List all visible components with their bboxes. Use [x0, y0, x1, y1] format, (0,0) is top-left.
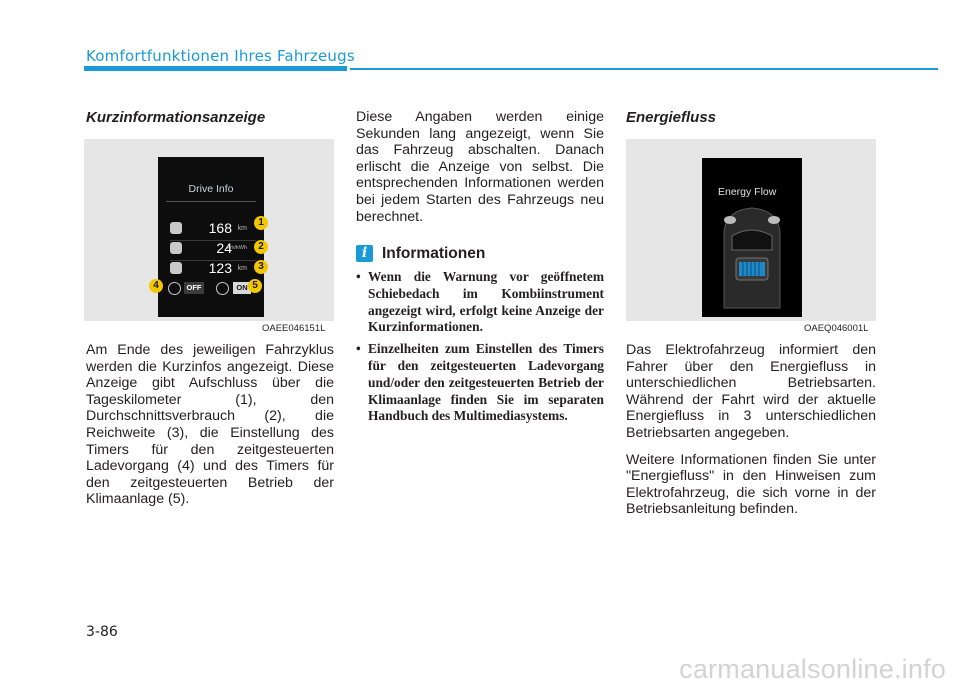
paragraph: Das Elektrofahrzeug informiert den Fahrer über den Energiefluss in unterschiedlichen Betriebsarten. Während der Fahrt wird der aktuelle Energiefluss in 3 unterschiedlichen Betriebsarten angegeben.: [626, 342, 876, 441]
charge-timer-icon: [168, 282, 181, 295]
image-code-right: OAEQ046001L: [804, 323, 869, 334]
divider: [166, 201, 256, 202]
climate-timer-icon: [216, 282, 229, 295]
range-icon: [170, 262, 182, 274]
callout-3: 3: [254, 260, 268, 274]
right-paragraphs: [626, 342, 876, 528]
charge-timer-status: OFF: [184, 282, 204, 294]
energy-flow-figure: [626, 139, 876, 321]
range-value: 123: [208, 260, 232, 276]
callout-2: 2: [254, 240, 268, 254]
drive-info-screen: [158, 157, 264, 317]
bullet-icon: •: [356, 341, 361, 357]
average-consumption-unit: km/kWh: [227, 245, 247, 251]
header-rule-thick: [84, 66, 347, 71]
info-bullet-list: [356, 269, 604, 430]
average-consumption-row: [158, 240, 264, 258]
paragraph: Am Ende des jeweiligen Fahrzyklus werden die Kurzinfos angezeigt. Diese Anzeige gibt Aufschluss über die Tageskilometer (1), den Durchschnittsverbrauch (2), die Reichweite (3), die Einstellung des Timers für den zeitgesteuerten Ladevorgang (4) und des Timers für den zeitgesteuerten Betrieb der Klimaanlage (5).: [86, 342, 334, 508]
trip-distance-value: 168: [208, 220, 232, 236]
heading-kurzinformationsanzeige: Kurzinformationsanzeige: [86, 109, 266, 126]
heading-energiefluss: Energiefluss: [626, 109, 717, 126]
callout-1: 1: [254, 216, 268, 230]
paragraph: Diese Angaben werden einige Sekunden lang angezeigt, wenn Sie das Fahrzeug abschalten. Danach erlischt die Anzeige von selbst. Die entsprechenden Informationen werden bei jedem Starten des Fahrzeugs neu berechnet.: [356, 109, 604, 225]
climate-timer-status: ON: [233, 282, 251, 294]
page-number: 3-86: [86, 624, 118, 640]
left-paragraph: [86, 342, 334, 518]
range-row: [158, 260, 264, 278]
list-item: [356, 341, 604, 425]
callout-5: 5: [248, 279, 262, 293]
average-consumption-value: 24: [216, 240, 232, 256]
section-header-title: Komfortfunktionen Ihres Fahrzeugs: [86, 47, 355, 65]
watermark: carmanualsonline.info: [679, 654, 946, 684]
paragraph: Weitere Informationen finden Sie unter "Energiefluss" in den Hinweisen zum Elektrofahrzeug, die sich vorne in der Betriebsanleitung befinden.: [626, 451, 876, 518]
list-item: [356, 269, 604, 336]
fuel-icon: [170, 242, 182, 254]
drive-info-title: Drive Info: [188, 183, 234, 195]
header-rule-thin: [350, 68, 938, 70]
trip-distance-unit: km: [237, 225, 247, 232]
car-illustration: [702, 158, 802, 317]
info-title: Informationen: [382, 245, 486, 262]
energy-flow-title: Energy Flow: [718, 186, 777, 198]
image-code-left: OAEE046151L: [262, 323, 326, 334]
car-icon: [170, 222, 182, 234]
middle-paragraph: [356, 109, 604, 235]
callout-4: 4: [149, 279, 163, 293]
bullet-text: Einzelheiten zum Einstellen des Timers für den zeitgesteuerten Ladevorgang und/oder den zeitgesteuerten Betrieb der Klimaanlage finden Sie im separaten Handbuch des Multimediasystems.: [368, 341, 604, 424]
trip-distance-row: [158, 220, 264, 238]
energy-flow-screen: [702, 158, 802, 317]
range-unit: km: [237, 265, 247, 272]
bullet-icon: •: [356, 269, 361, 284]
drive-info-figure: [84, 139, 334, 321]
info-icon: i: [356, 245, 373, 262]
bullet-text: Wenn die Warnung vor geöffnetem Schiebedach im Kombiinstrument angezeigt wird, erfolgt keine Anzeige der Kurzinformationen.: [368, 269, 604, 335]
